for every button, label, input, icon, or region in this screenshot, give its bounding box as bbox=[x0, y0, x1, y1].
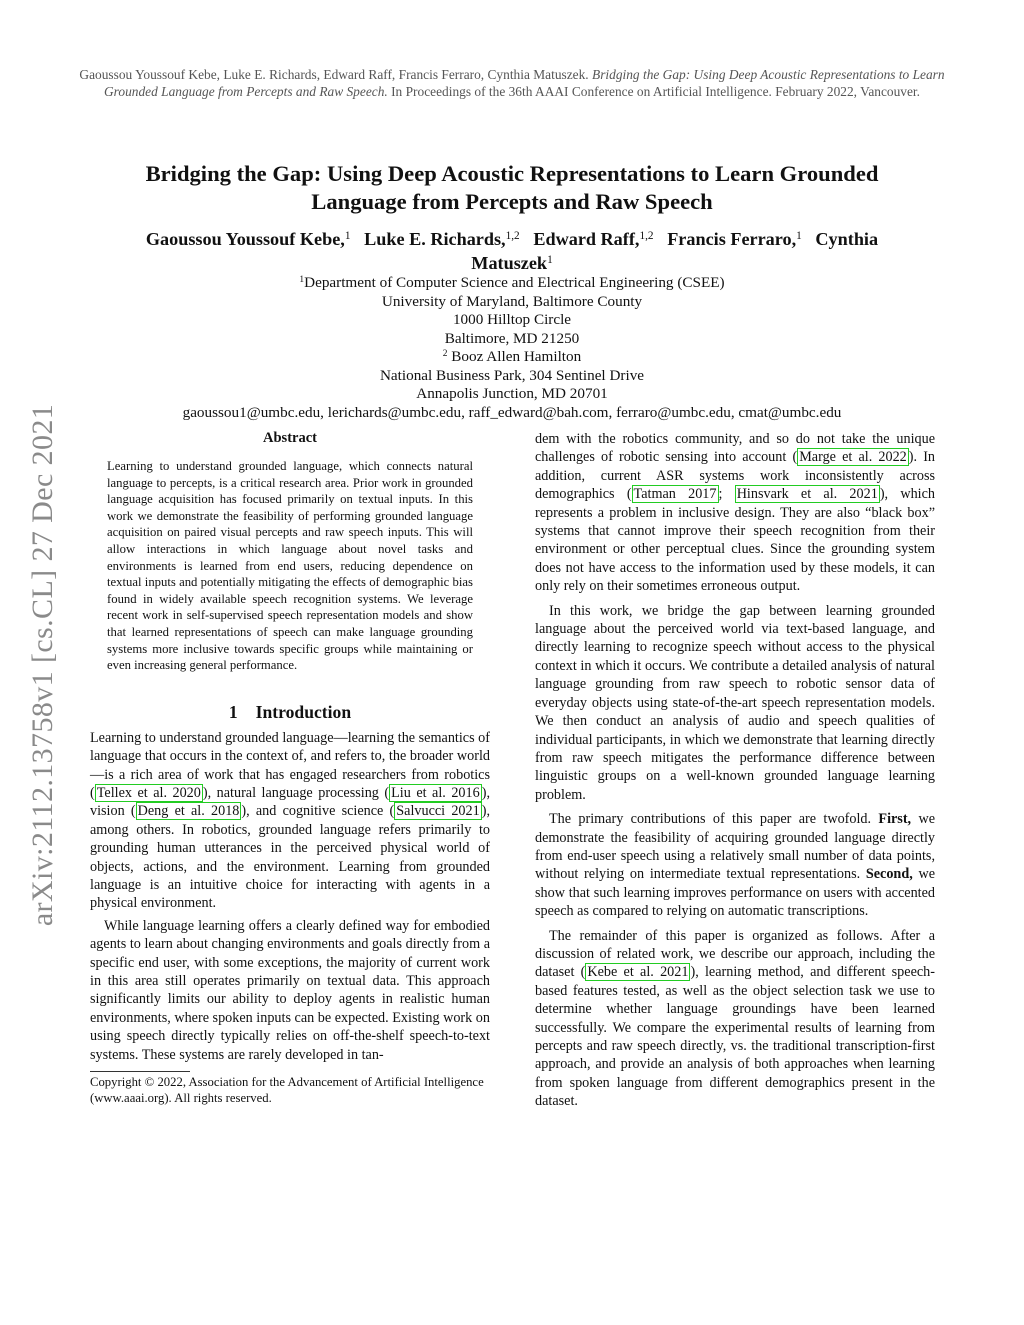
affiliation-line: Annapolis Junction, MD 20701 bbox=[416, 385, 608, 402]
right-column bbox=[535, 430, 935, 1111]
copyright-footnote: Copyright © 2022, Association for the Advancement of Artificial Intelligence (www.aaai.org). All rights reserved. bbox=[90, 1075, 484, 1106]
abstract-heading: Abstract bbox=[263, 430, 317, 446]
affiliation-line: 1000 Hilltop Circle bbox=[452, 311, 572, 328]
affiliation-line: Baltimore, MD 21250 bbox=[444, 329, 580, 347]
citation-link[interactable]: Kebe et al. 2021 bbox=[587, 964, 689, 981]
intro-paragraph-4: In this work, we bridge the gap between learning grounded language about the perceived world via text-based language, and directly learning to recognize speech without access to the physical context in which it occurs. We contribute a detailed analysis of natural language grounding from raw speech to robotic sensor data of everyday objects using state-of-the-art speech representation models. We then conduct an analysis of audio and speech qualities of individual participants, in which we demonstrate that learning directly from raw speech mitigates the performance difference between linguistic groups on a well-known grounded language learning problem. bbox=[535, 602, 935, 803]
header-note-venue: In Proceedings of the 36th AAAI Conference on Artificial Intelligence. February 2022, Vancouver. bbox=[387, 84, 920, 99]
author: Gaoussou Youssouf Kebe,$^1$ bbox=[145, 229, 351, 249]
author-list bbox=[110, 227, 914, 275]
author-emails: gaoussou1@umbc.edu, lerichards@umbc.edu, raff_edward@bah.com, ferraro@umbc.edu, cmat@umbc.edu bbox=[182, 403, 842, 421]
citation-link[interactable]: Salvucci 2021 bbox=[396, 803, 480, 820]
author: Luke E. Richards,$^{1,2}$ bbox=[364, 229, 520, 249]
header-note-title: Bridging the Gap: Using Deep Acoustic Representations to Learn Grounded Language from Percepts and Raw Speech. bbox=[103, 67, 945, 99]
citation-link[interactable]: Tatman 2017 bbox=[633, 486, 717, 503]
citation-link[interactable]: Hinsvark et al. 2021 bbox=[736, 486, 878, 503]
author: Edward Raff,$^{1,2}$ bbox=[533, 229, 654, 249]
paper-title bbox=[90, 160, 934, 216]
citation-link[interactable]: Marge et al. 2022 bbox=[799, 449, 907, 466]
intro-paragraph-5: The primary contributions of this paper are twofold. First, we demonstrate the feasibility of acquiring grounded language directly from end-user speech using a relatively small number of data points, without relying on intermediate textual representations. Second, we show that such learning improves performance on users with accented speech as compared to relying on automatic transcriptions. bbox=[535, 811, 935, 920]
intro-paragraph-3: dem with the robotics community, and so do not take the unique challenges of robotic sensing into account ( Marge et al. 2022 ). In addition, current ASR systems work inconsistently across demographics ( Tatman 2017 ; Hinsvark et al. 2021 ), which represents a problem in inclusive design. They are also “black box” systems that cannot improve their speech recognition from their environment or other perceptual clues. Since the grounding system does not have access to the information used by these models, it can only rely on their sometimes erroneous output. bbox=[535, 431, 936, 595]
affiliation-line: University of Maryland, Baltimore County bbox=[381, 292, 643, 310]
author: Francis Ferraro,$^1$ bbox=[667, 229, 802, 249]
citation-link[interactable]: Liu et al. 2016 bbox=[391, 784, 480, 801]
affiliation-line: $^2$ Booz Allen Hamilton bbox=[442, 348, 582, 365]
intro-paragraph-6: The remainder of this paper is organized as follows. After a discussion of related work, we describe our approach, including the dataset ( Kebe et al. 2021 ), learning method, and different speech-based features tested, as well as the object selection task we use to determine whether language groundings have been learned successfully. We compare the experimental results of learning from percepts and raw speech directly, vs. the traditional transcription-first approach, and provide an analysis of both approaches when learning from spoken language from different demographics present in the dataset. bbox=[535, 927, 935, 1110]
left-column bbox=[90, 430, 490, 1106]
affiliation-line: National Business Park, 304 Sentinel Drive bbox=[379, 366, 645, 384]
title-line-1: Bridging the Gap: Using Deep Acoustic Representations to Learn Grounded bbox=[145, 161, 879, 186]
title-line-2: Language from Percepts and Raw Speech bbox=[311, 189, 713, 214]
footnote-divider bbox=[90, 1071, 190, 1072]
author: Cynthia Matuszek$^1$ bbox=[471, 229, 879, 273]
section-heading-introduction: 1 Introduction bbox=[228, 701, 352, 722]
header-note bbox=[60, 66, 964, 100]
arxiv-stamp-text: arXiv:2112.13758v1 [cs.CL] 27 Dec 2021 bbox=[26, 403, 59, 927]
header-note-authors: Gaoussou Youssouf Kebe, Luke E. Richards, Edward Raff, Francis Ferraro, Cynthia Matuszek. bbox=[79, 67, 593, 82]
citation-link[interactable]: Tellex et al. 2020 bbox=[96, 784, 201, 801]
affiliations bbox=[110, 274, 914, 422]
intro-paragraph-1: Learning to understand grounded language—learning the semantics of language that occurs in the context of, and refers to, the broader world—is a rich area of work that has engaged researchers from robotics ( Tellex et al. 2020 ), natural language processing ( Liu et al. 2016 ), vision ( Deng et al. 2018 ), and cognitive science ( Salvucci 2021 ), among others. In robotics, grounded language refers primarily to grounding human utterances in the perceived physical world of objects, actions, and the environment. Learning from grounded language is an intuitive choice for interacting with agents in a physical environment. bbox=[90, 729, 490, 912]
citation-link[interactable]: Deng et al. 2018 bbox=[137, 803, 240, 820]
abstract-body: Learning to understand grounded language, which connects natural language to percepts, is a critical research area. Prior work in grounded language acquisition has focused primarily on textual inputs. In this work we demonstrate the feasibility of performing grounded language acquisition on paired visual percepts and raw speech inputs. This will allow interactions in which language about novel tasks and environments is learned from end users, reducing dependence on textual inputs and potentially mitigating the effects of demographic bias found in widely available speech recognition systems. We leverage recent work in self-supervised speech representation models and show that learned representations of speech can make language grounding systems more inclusive towards specific groups while maintaining or even increasing general performance. bbox=[107, 459, 473, 673]
affiliation-line: $^1$Department of Computer Science and Electrical Engineering (CSEE) bbox=[299, 274, 725, 291]
intro-paragraph-2: While language learning offers a clearly defined way for embodied agents to learn about changing environments and goals directly from a specific end user, with some exceptions, the majority of current work in this area still operates primarily on textual data. This approach significantly limits our ability to deploy agents in realistic human environments, where spoken inputs can be expected. Existing work on using speech directly typically relies on off-the-shelf speech-to-text systems. These systems are rarely developed in tan- bbox=[90, 917, 490, 1063]
